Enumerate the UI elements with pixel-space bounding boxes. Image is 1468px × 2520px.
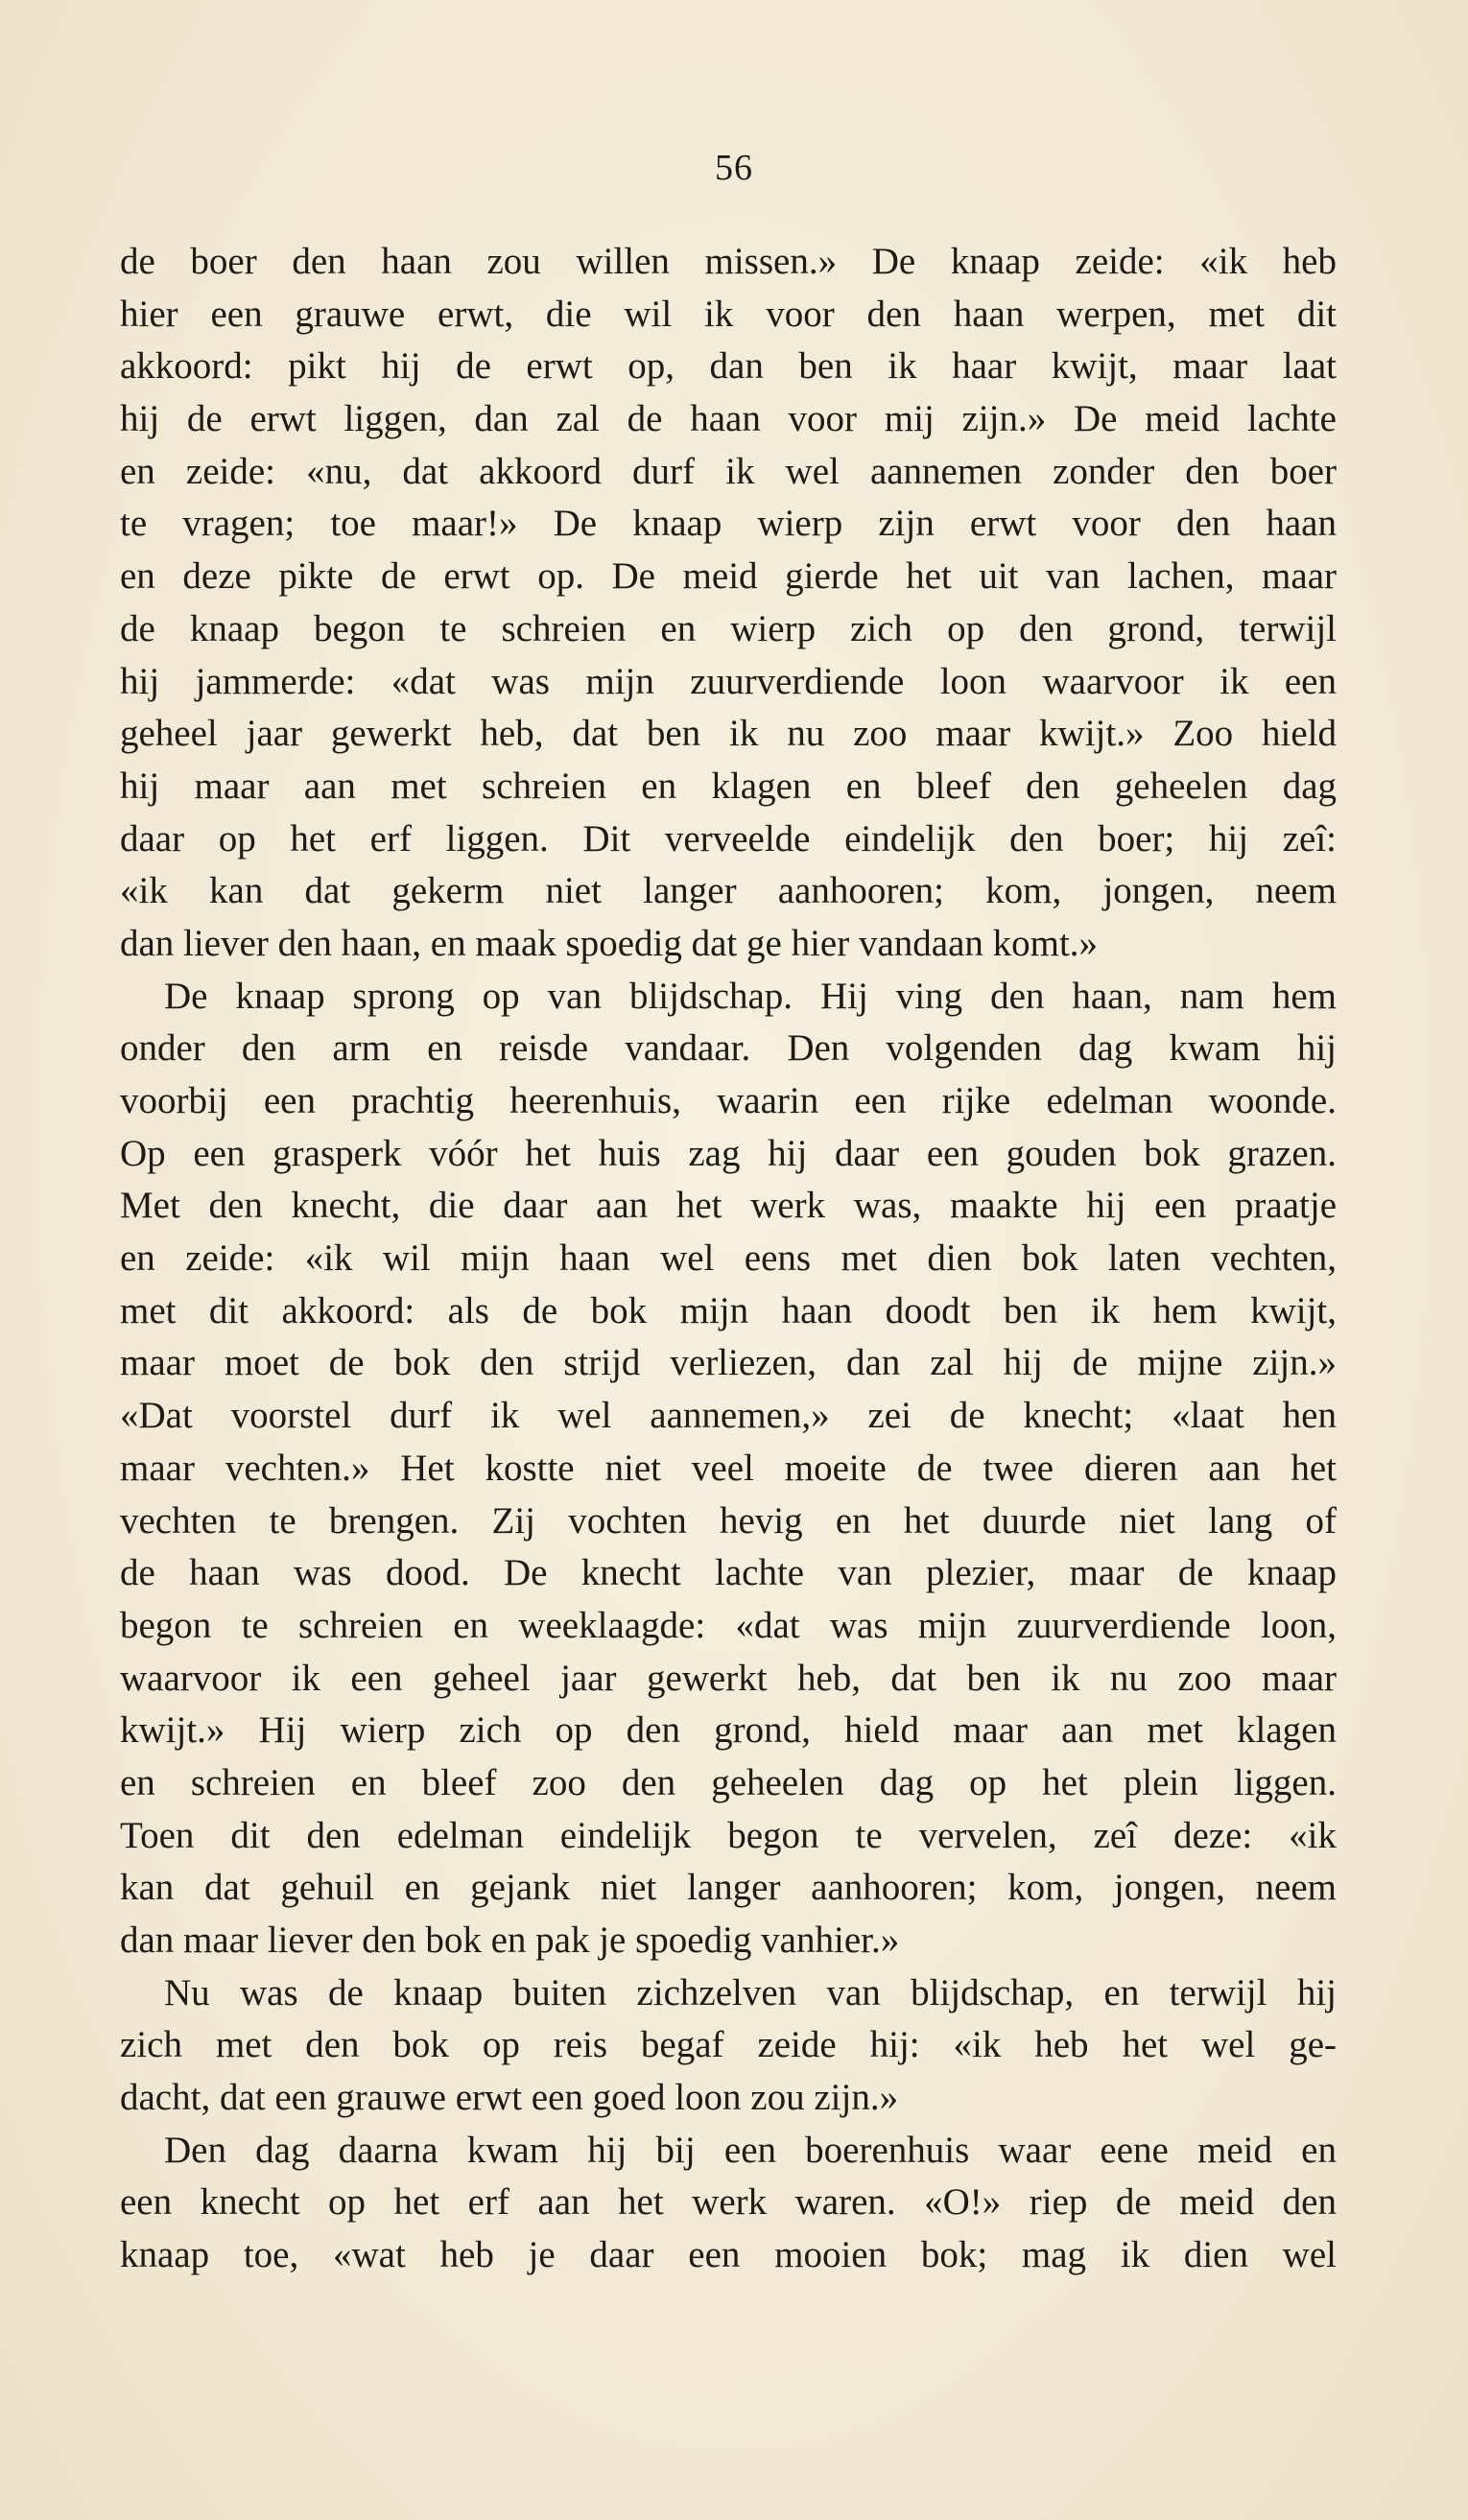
text-line: en zeide: «nu, dat akkoord durf ik wel aannemen zonder den boer: [120, 450, 1337, 492]
text-line: begon te schreien en weeklaagde: «dat was mijn zuurverdiende loon,: [120, 1604, 1337, 1646]
text-line: dacht, dat een grauwe erwt een goed loon zou zijn.»: [120, 2077, 899, 2119]
text-line: Nu was de knaap buiten zichzelven van blijdschap, en terwijl hij: [164, 1971, 1337, 2014]
text-line: akkoord: pikt hij de erwt op, dan ben ik haar kwijt, maar laat: [120, 345, 1337, 388]
text-line: «ik kan dat gekerm niet langer aanhooren; kom, jongen, neem: [120, 870, 1337, 912]
text-line: Op een grasperk vóór het huis zag hij daar een gouden bok grazen.: [120, 1132, 1337, 1174]
text-line: knaap toe, «wat heb je daar een mooien bok; mag ik dien wel: [120, 2234, 1337, 2276]
text-line: de haan was dood. De knecht lachte van plezier, maar de knaap: [120, 1552, 1337, 1594]
text-line: waarvoor ik een geheel jaar gewerkt heb, dat ben ik nu zoo maar: [120, 1657, 1337, 1699]
text-line: «Dat voorstel durf ik wel aannemen,» zei de knecht; «laat hen: [120, 1395, 1337, 1437]
text-line: Met den knecht, die daar aan het werk was, maakte hij een praatje: [120, 1185, 1337, 1227]
text-line: kwijt.» Hij wierp zich op den grond, hield maar aan met klagen: [120, 1709, 1337, 1752]
text-line: zich met den bok op reis begaf zeide hij: «ik heb het wel ge-: [120, 2024, 1337, 2066]
text-line: en zeide: «ik wil mijn haan wel eens met dien bok laten vechten,: [120, 1237, 1337, 1280]
text-line: geheel jaar gewerkt heb, dat ben ik nu zoo maar kwijt.» Zoo hield: [120, 713, 1337, 755]
text-line: de knaap begon te schreien en wierp zich op den grond, terwijl: [120, 607, 1337, 649]
page-number: 56: [715, 148, 753, 188]
text-line: en deze pikte de erwt op. De meid gierde het uit van lachen, maar: [120, 555, 1337, 598]
text-line: hij jammerde: «dat was mijn zuurverdiende loon waarvoor ik een: [120, 660, 1337, 702]
text-line: vechten te brengen. Zij vochten hevig en het duurde niet lang of: [120, 1499, 1337, 1542]
body-text: [120, 236, 1337, 2282]
text-line: dan liever den haan, en maak spoedig dat ge hier vandaan komt.»: [120, 922, 1099, 964]
text-line: onder den arm en reisde vandaar. Den volgenden dag kwam hij: [120, 1027, 1337, 1070]
text-line: Toen dit den edelman eindelijk begon te vervelen, zeî deze: «ik: [120, 1814, 1337, 1856]
text-line: hier een grauwe erwt, die wil ik voor den haan werpen, met dit: [120, 293, 1337, 335]
text-line: maar vechten.» Het kostte niet veel moeite de twee dieren aan het: [120, 1447, 1337, 1489]
text-line: hij maar aan met schreien en klagen en bleef den geheelen dag: [120, 765, 1337, 807]
text-line: en schreien en bleef zoo den geheelen dag op het plein liggen.: [120, 1761, 1337, 1803]
text-line: Den dag daarna kwam hij bij een boerenhuis waar eene meid en: [164, 2129, 1337, 2171]
text-line: een knecht op het erf aan het werk waren. «O!» riep de meid den: [120, 2181, 1337, 2224]
text-line: maar moet de bok den strijd verliezen, dan zal hij de mijne zijn.»: [120, 1342, 1337, 1384]
text-line: dan maar liever den bok en pak je spoedig vanhier.»: [120, 1919, 900, 1961]
text-line: te vragen; toe maar!» De knaap wierp zijn erwt voor den haan: [120, 503, 1337, 545]
text-line: De knaap sprong op van blijdschap. Hij ving den haan, nam hem: [164, 975, 1337, 1017]
text-line: met dit akkoord: als de bok mijn haan doodt ben ik hem kwijt,: [120, 1289, 1337, 1331]
text-line: kan dat gehuil en gejank niet langer aanhooren; kom, jongen, neem: [120, 1867, 1337, 1909]
text-line: voorbij een prachtig heerenhuis, waarin een rijke edelman woonde.: [120, 1080, 1337, 1121]
text-line: de boer den haan zou willen missen.» De knaap zeide: «ik heb: [120, 241, 1337, 282]
text-line: daar op het erf liggen. Dit verveelde eindelijk den boer; hij zeî:: [120, 817, 1337, 860]
text-line: hij de erwt liggen, dan zal de haan voor mij zijn.» De meid lachte: [120, 398, 1337, 440]
